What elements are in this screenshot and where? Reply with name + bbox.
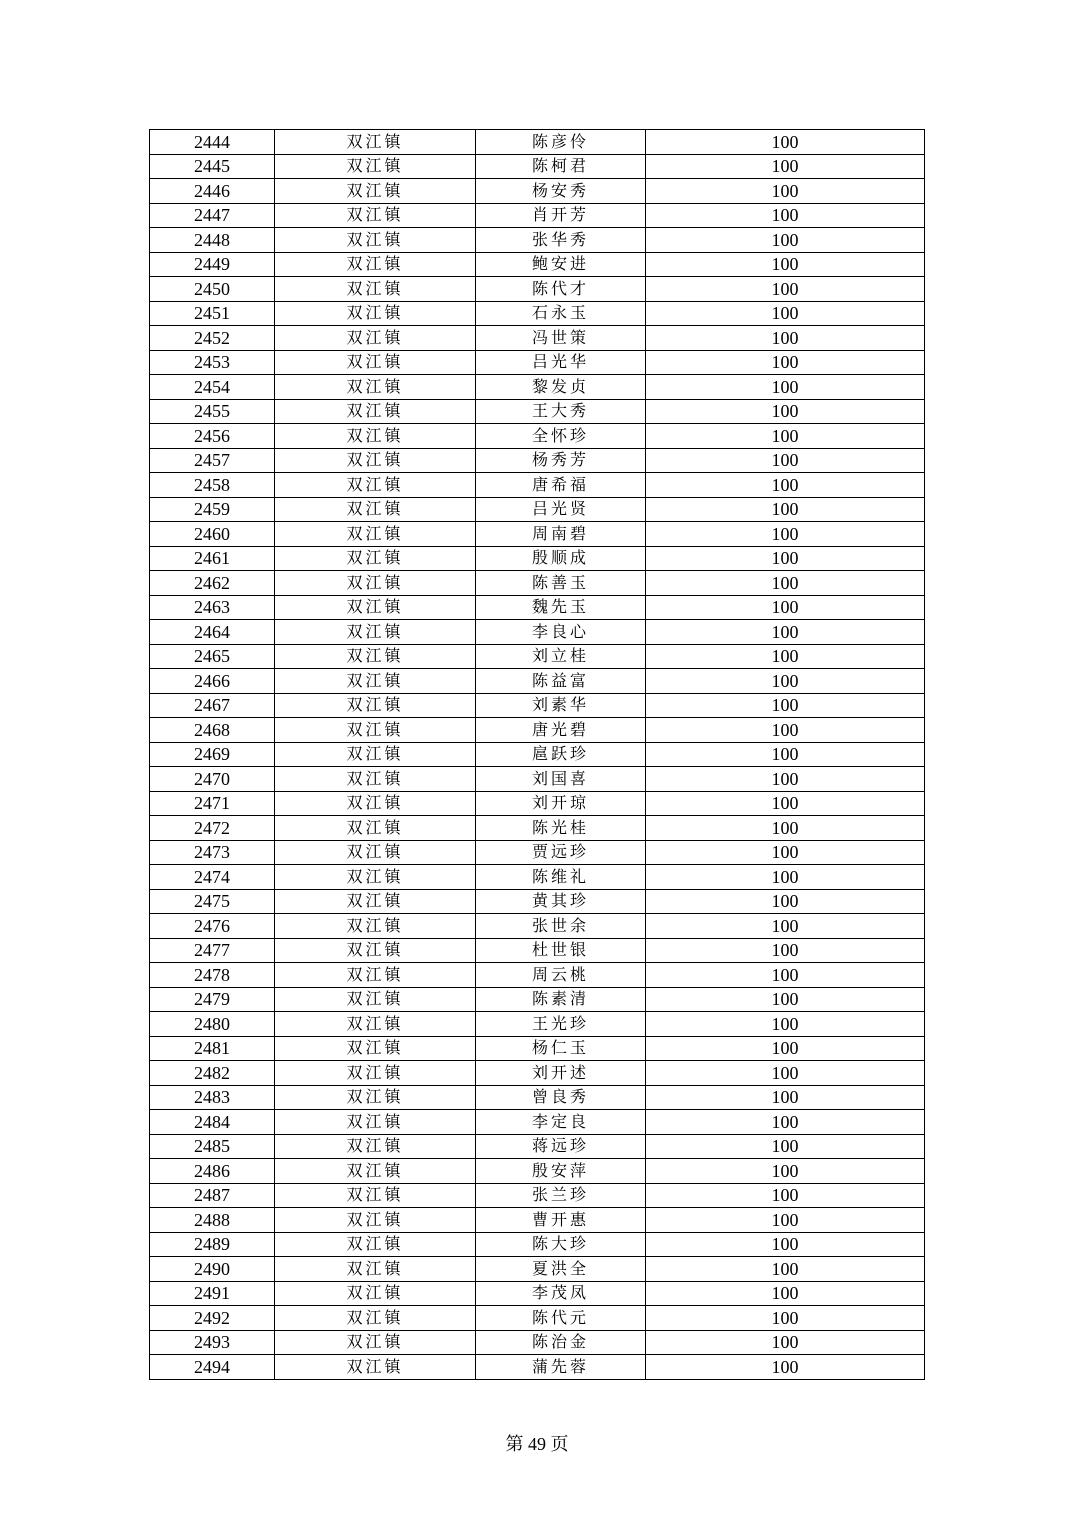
town-cell: 双江镇 xyxy=(275,1061,476,1086)
table-row xyxy=(150,1036,925,1061)
town-cell: 双江镇 xyxy=(275,889,476,914)
table-row xyxy=(150,228,925,253)
name-cell: 陈素清 xyxy=(476,987,646,1012)
table-row xyxy=(150,1183,925,1208)
town-cell: 双江镇 xyxy=(275,277,476,302)
name-cell: 张兰珍 xyxy=(476,1183,646,1208)
amount-cell: 100 xyxy=(646,595,925,620)
town-cell: 双江镇 xyxy=(275,865,476,890)
row-number-cell: 2455 xyxy=(150,399,275,424)
town-cell: 双江镇 xyxy=(275,1134,476,1159)
amount-cell: 100 xyxy=(646,1281,925,1306)
table-row xyxy=(150,375,925,400)
town-cell: 双江镇 xyxy=(275,546,476,571)
row-number-cell: 2482 xyxy=(150,1061,275,1086)
amount-cell: 100 xyxy=(646,840,925,865)
name-cell: 刘素华 xyxy=(476,693,646,718)
amount-cell: 100 xyxy=(646,350,925,375)
amount-cell: 100 xyxy=(646,742,925,767)
amount-cell: 100 xyxy=(646,963,925,988)
amount-cell: 100 xyxy=(646,301,925,326)
row-number-cell: 2458 xyxy=(150,473,275,498)
amount-cell: 100 xyxy=(646,399,925,424)
town-cell: 双江镇 xyxy=(275,595,476,620)
town-cell: 双江镇 xyxy=(275,1330,476,1355)
name-cell: 冯世策 xyxy=(476,326,646,351)
amount-cell: 100 xyxy=(646,1257,925,1282)
name-cell: 鲍安进 xyxy=(476,252,646,277)
row-number-cell: 2473 xyxy=(150,840,275,865)
row-number-cell: 2472 xyxy=(150,816,275,841)
town-cell: 双江镇 xyxy=(275,718,476,743)
town-cell: 双江镇 xyxy=(275,1110,476,1135)
row-number-cell: 2489 xyxy=(150,1232,275,1257)
name-cell: 张华秀 xyxy=(476,228,646,253)
table-row xyxy=(150,497,925,522)
town-cell: 双江镇 xyxy=(275,228,476,253)
table-row xyxy=(150,1330,925,1355)
town-cell: 双江镇 xyxy=(275,1232,476,1257)
name-cell: 曹开惠 xyxy=(476,1208,646,1233)
town-cell: 双江镇 xyxy=(275,742,476,767)
town-cell: 双江镇 xyxy=(275,767,476,792)
table-row xyxy=(150,350,925,375)
name-cell: 杜世银 xyxy=(476,938,646,963)
amount-cell: 100 xyxy=(646,987,925,1012)
table-row xyxy=(150,522,925,547)
row-number-cell: 2476 xyxy=(150,914,275,939)
name-cell: 刘开述 xyxy=(476,1061,646,1086)
name-cell: 李定良 xyxy=(476,1110,646,1135)
table-row xyxy=(150,252,925,277)
name-cell: 魏先玉 xyxy=(476,595,646,620)
table-row xyxy=(150,620,925,645)
town-cell: 双江镇 xyxy=(275,914,476,939)
row-number-cell: 2478 xyxy=(150,963,275,988)
table-row xyxy=(150,742,925,767)
amount-cell: 100 xyxy=(646,571,925,596)
amount-cell: 100 xyxy=(646,620,925,645)
name-cell: 张世余 xyxy=(476,914,646,939)
row-number-cell: 2456 xyxy=(150,424,275,449)
name-cell: 刘开琼 xyxy=(476,791,646,816)
table-row xyxy=(150,203,925,228)
row-number-cell: 2467 xyxy=(150,693,275,718)
row-number-cell: 2457 xyxy=(150,448,275,473)
town-cell: 双江镇 xyxy=(275,375,476,400)
row-number-cell: 2447 xyxy=(150,203,275,228)
town-cell: 双江镇 xyxy=(275,179,476,204)
table-row xyxy=(150,571,925,596)
page-number: 第 49 页 xyxy=(505,1434,569,1454)
name-cell: 夏洪全 xyxy=(476,1257,646,1282)
table-row xyxy=(150,914,925,939)
table-row xyxy=(150,693,925,718)
town-cell: 双江镇 xyxy=(275,1036,476,1061)
amount-cell: 100 xyxy=(646,473,925,498)
row-number-cell: 2445 xyxy=(150,154,275,179)
name-cell: 曾良秀 xyxy=(476,1085,646,1110)
town-cell: 双江镇 xyxy=(275,1306,476,1331)
table-row xyxy=(150,1061,925,1086)
roster-table-body xyxy=(150,130,925,1380)
amount-cell: 100 xyxy=(646,448,925,473)
row-number-cell: 2480 xyxy=(150,1012,275,1037)
table-row xyxy=(150,1012,925,1037)
amount-cell: 100 xyxy=(646,203,925,228)
name-cell: 蒋远珍 xyxy=(476,1134,646,1159)
amount-cell: 100 xyxy=(646,767,925,792)
town-cell: 双江镇 xyxy=(275,399,476,424)
town-cell: 双江镇 xyxy=(275,252,476,277)
town-cell: 双江镇 xyxy=(275,693,476,718)
town-cell: 双江镇 xyxy=(275,301,476,326)
name-cell: 陈代元 xyxy=(476,1306,646,1331)
table-row xyxy=(150,301,925,326)
table-row xyxy=(150,326,925,351)
amount-cell: 100 xyxy=(646,546,925,571)
table-row xyxy=(150,448,925,473)
town-cell: 双江镇 xyxy=(275,669,476,694)
town-cell: 双江镇 xyxy=(275,326,476,351)
row-number-cell: 2463 xyxy=(150,595,275,620)
table-row xyxy=(150,840,925,865)
row-number-cell: 2470 xyxy=(150,767,275,792)
table-row xyxy=(150,130,925,155)
row-number-cell: 2471 xyxy=(150,791,275,816)
table-row xyxy=(150,1281,925,1306)
table-row xyxy=(150,987,925,1012)
row-number-cell: 2491 xyxy=(150,1281,275,1306)
amount-cell: 100 xyxy=(646,1183,925,1208)
name-cell: 陈益富 xyxy=(476,669,646,694)
amount-cell: 100 xyxy=(646,669,925,694)
amount-cell: 100 xyxy=(646,791,925,816)
table-row xyxy=(150,595,925,620)
name-cell: 陈柯君 xyxy=(476,154,646,179)
name-cell: 周云桃 xyxy=(476,963,646,988)
row-number-cell: 2488 xyxy=(150,1208,275,1233)
amount-cell: 100 xyxy=(646,693,925,718)
amount-cell: 100 xyxy=(646,154,925,179)
name-cell: 陈治金 xyxy=(476,1330,646,1355)
amount-cell: 100 xyxy=(646,1330,925,1355)
town-cell: 双江镇 xyxy=(275,963,476,988)
table-row xyxy=(150,718,925,743)
row-number-cell: 2444 xyxy=(150,130,275,155)
row-number-cell: 2450 xyxy=(150,277,275,302)
amount-cell: 100 xyxy=(646,1110,925,1135)
town-cell: 双江镇 xyxy=(275,1012,476,1037)
name-cell: 陈大珍 xyxy=(476,1232,646,1257)
row-number-cell: 2492 xyxy=(150,1306,275,1331)
amount-cell: 100 xyxy=(646,130,925,155)
amount-cell: 100 xyxy=(646,228,925,253)
name-cell: 陈代才 xyxy=(476,277,646,302)
table-row xyxy=(150,865,925,890)
town-cell: 双江镇 xyxy=(275,1281,476,1306)
table-row xyxy=(150,1257,925,1282)
row-number-cell: 2468 xyxy=(150,718,275,743)
amount-cell: 100 xyxy=(646,1355,925,1380)
table-row xyxy=(150,277,925,302)
name-cell: 王光珍 xyxy=(476,1012,646,1037)
row-number-cell: 2465 xyxy=(150,644,275,669)
town-cell: 双江镇 xyxy=(275,1208,476,1233)
row-number-cell: 2493 xyxy=(150,1330,275,1355)
amount-cell: 100 xyxy=(646,644,925,669)
name-cell: 周南碧 xyxy=(476,522,646,547)
town-cell: 双江镇 xyxy=(275,571,476,596)
table-row xyxy=(150,546,925,571)
row-number-cell: 2446 xyxy=(150,179,275,204)
row-number-cell: 2469 xyxy=(150,742,275,767)
town-cell: 双江镇 xyxy=(275,154,476,179)
name-cell: 杨秀芳 xyxy=(476,448,646,473)
amount-cell: 100 xyxy=(646,1036,925,1061)
amount-cell: 100 xyxy=(646,326,925,351)
town-cell: 双江镇 xyxy=(275,791,476,816)
name-cell: 贾远珍 xyxy=(476,840,646,865)
name-cell: 石永玉 xyxy=(476,301,646,326)
town-cell: 双江镇 xyxy=(275,938,476,963)
roster-table xyxy=(149,129,925,1380)
row-number-cell: 2464 xyxy=(150,620,275,645)
amount-cell: 100 xyxy=(646,252,925,277)
table-row xyxy=(150,1232,925,1257)
town-cell: 双江镇 xyxy=(275,816,476,841)
table-row xyxy=(150,1208,925,1233)
table-row xyxy=(150,1306,925,1331)
table-row xyxy=(150,473,925,498)
town-cell: 双江镇 xyxy=(275,1085,476,1110)
name-cell: 陈善玉 xyxy=(476,571,646,596)
name-cell: 刘国喜 xyxy=(476,767,646,792)
amount-cell: 100 xyxy=(646,1134,925,1159)
table-row xyxy=(150,399,925,424)
row-number-cell: 2486 xyxy=(150,1159,275,1184)
town-cell: 双江镇 xyxy=(275,1355,476,1380)
row-number-cell: 2483 xyxy=(150,1085,275,1110)
table-row xyxy=(150,154,925,179)
amount-cell: 100 xyxy=(646,1232,925,1257)
name-cell: 吕光贤 xyxy=(476,497,646,522)
amount-cell: 100 xyxy=(646,865,925,890)
amount-cell: 100 xyxy=(646,816,925,841)
amount-cell: 100 xyxy=(646,375,925,400)
amount-cell: 100 xyxy=(646,497,925,522)
row-number-cell: 2490 xyxy=(150,1257,275,1282)
amount-cell: 100 xyxy=(646,889,925,914)
amount-cell: 100 xyxy=(646,1159,925,1184)
table-row xyxy=(150,1355,925,1380)
table-row xyxy=(150,938,925,963)
town-cell: 双江镇 xyxy=(275,350,476,375)
name-cell: 杨安秀 xyxy=(476,179,646,204)
town-cell: 双江镇 xyxy=(275,448,476,473)
amount-cell: 100 xyxy=(646,1012,925,1037)
town-cell: 双江镇 xyxy=(275,473,476,498)
amount-cell: 100 xyxy=(646,1306,925,1331)
row-number-cell: 2484 xyxy=(150,1110,275,1135)
table-row xyxy=(150,889,925,914)
table-row xyxy=(150,644,925,669)
town-cell: 双江镇 xyxy=(275,203,476,228)
row-number-cell: 2485 xyxy=(150,1134,275,1159)
amount-cell: 100 xyxy=(646,914,925,939)
name-cell: 陈维礼 xyxy=(476,865,646,890)
town-cell: 双江镇 xyxy=(275,840,476,865)
name-cell: 肖开芳 xyxy=(476,203,646,228)
row-number-cell: 2477 xyxy=(150,938,275,963)
row-number-cell: 2461 xyxy=(150,546,275,571)
table-row xyxy=(150,669,925,694)
town-cell: 双江镇 xyxy=(275,497,476,522)
row-number-cell: 2466 xyxy=(150,669,275,694)
name-cell: 吕光华 xyxy=(476,350,646,375)
name-cell: 陈光桂 xyxy=(476,816,646,841)
name-cell: 杨仁玉 xyxy=(476,1036,646,1061)
name-cell: 扈跃珍 xyxy=(476,742,646,767)
town-cell: 双江镇 xyxy=(275,1183,476,1208)
row-number-cell: 2475 xyxy=(150,889,275,914)
town-cell: 双江镇 xyxy=(275,130,476,155)
name-cell: 王大秀 xyxy=(476,399,646,424)
table-row xyxy=(150,1085,925,1110)
amount-cell: 100 xyxy=(646,179,925,204)
town-cell: 双江镇 xyxy=(275,522,476,547)
name-cell: 唐光碧 xyxy=(476,718,646,743)
table-row xyxy=(150,963,925,988)
name-cell: 殷顺成 xyxy=(476,546,646,571)
amount-cell: 100 xyxy=(646,277,925,302)
amount-cell: 100 xyxy=(646,1208,925,1233)
name-cell: 刘立桂 xyxy=(476,644,646,669)
row-number-cell: 2449 xyxy=(150,252,275,277)
table-row xyxy=(150,179,925,204)
row-number-cell: 2460 xyxy=(150,522,275,547)
table-row xyxy=(150,1134,925,1159)
town-cell: 双江镇 xyxy=(275,1257,476,1282)
row-number-cell: 2459 xyxy=(150,497,275,522)
row-number-cell: 2479 xyxy=(150,987,275,1012)
row-number-cell: 2462 xyxy=(150,571,275,596)
amount-cell: 100 xyxy=(646,718,925,743)
name-cell: 李良心 xyxy=(476,620,646,645)
table-row xyxy=(150,816,925,841)
name-cell: 全怀珍 xyxy=(476,424,646,449)
town-cell: 双江镇 xyxy=(275,424,476,449)
name-cell: 殷安萍 xyxy=(476,1159,646,1184)
table-row xyxy=(150,1159,925,1184)
row-number-cell: 2487 xyxy=(150,1183,275,1208)
town-cell: 双江镇 xyxy=(275,620,476,645)
name-cell: 黄其珍 xyxy=(476,889,646,914)
table-row xyxy=(150,1110,925,1135)
amount-cell: 100 xyxy=(646,424,925,449)
name-cell: 黎发贞 xyxy=(476,375,646,400)
amount-cell: 100 xyxy=(646,1085,925,1110)
name-cell: 唐希福 xyxy=(476,473,646,498)
town-cell: 双江镇 xyxy=(275,1159,476,1184)
row-number-cell: 2481 xyxy=(150,1036,275,1061)
row-number-cell: 2474 xyxy=(150,865,275,890)
table-row xyxy=(150,424,925,449)
table-row xyxy=(150,791,925,816)
amount-cell: 100 xyxy=(646,522,925,547)
amount-cell: 100 xyxy=(646,1061,925,1086)
name-cell: 蒲先蓉 xyxy=(476,1355,646,1380)
table-row xyxy=(150,767,925,792)
row-number-cell: 2448 xyxy=(150,228,275,253)
row-number-cell: 2494 xyxy=(150,1355,275,1380)
name-cell: 李茂凤 xyxy=(476,1281,646,1306)
town-cell: 双江镇 xyxy=(275,987,476,1012)
amount-cell: 100 xyxy=(646,938,925,963)
name-cell: 陈彦伶 xyxy=(476,130,646,155)
row-number-cell: 2454 xyxy=(150,375,275,400)
town-cell: 双江镇 xyxy=(275,644,476,669)
row-number-cell: 2452 xyxy=(150,326,275,351)
row-number-cell: 2451 xyxy=(150,301,275,326)
row-number-cell: 2453 xyxy=(150,350,275,375)
